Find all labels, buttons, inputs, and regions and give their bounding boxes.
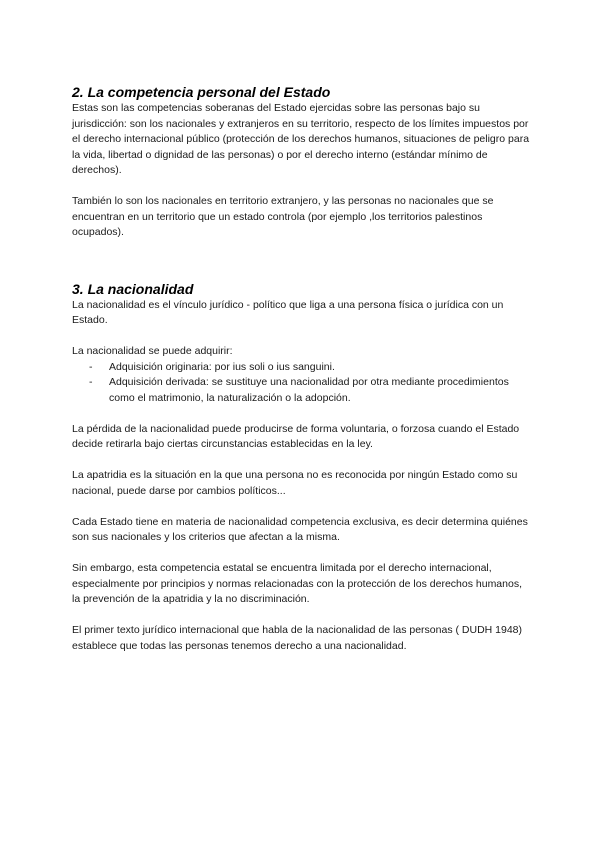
- spacer: [72, 499, 532, 515]
- section-3-paragraph-5: Cada Estado tiene en materia de nacionalidad competencia exclusiva, es decir determina quiénes son sus nacionales y los criterios que afectan a la misma.: [72, 515, 528, 543]
- list-item-text: Adquisición derivada: se sustituye una nacionalidad por otra mediante procedimientos como el matrimonio, la naturalización o la adopción.: [109, 376, 509, 404]
- dash-bullet: -: [89, 360, 93, 373]
- section-3-paragraph-4: La apatridia es la situación en la que una persona no es reconocida por ningún Estado como su nacional, puede darse por cambios políticos...: [72, 469, 518, 497]
- section-2-heading: 2. La competencia personal del Estado: [72, 84, 331, 100]
- section-2-paragraph-2: También lo son los nacionales en territorio extranjero, y las personas no nacionales que se encuentran en un territorio que un estado controla (por ejemplo ,los territorios palestinos ocupados).: [72, 195, 494, 238]
- spacer: [72, 179, 532, 195]
- section-3-paragraph-2: La nacionalidad se puede adquirir:: [72, 345, 233, 357]
- spacer: [72, 453, 532, 469]
- dash-bullet: -: [89, 376, 93, 388]
- section-3-paragraph-1: La nacionalidad es el vínculo jurídico - político que liga a una persona física o jurídica con un Estado.: [72, 298, 504, 326]
- list-item: [72, 360, 532, 376]
- spacer: [72, 546, 532, 562]
- section-2-paragraph-1: Estas son las competencias soberanas del Estado ejercidas sobre las personas bajo su jurisdicción: son los nacionales y extranjeros en su territorio, respecto de los límites impuestos por el derecho internacional público (protección de los derechos humanos, situaciones de peligro para la vida, libertad o dignidad de las personas) o por el derecho interno (estándar mínimo de derechos).: [72, 102, 530, 176]
- spacer: [72, 406, 532, 422]
- section-3-paragraph-7: El primer texto jurídico internacional que habla de la nacionalidad de las personas ( DUDH 1948) establece que todas las personas tenemos derecho a una nacionalidad.: [72, 624, 523, 652]
- list-item: [72, 375, 532, 406]
- document-page: [72, 84, 532, 654]
- section-3-paragraph-3: La pérdida de la nacionalidad puede producirse de forma voluntaria, o forzosa cuando el Estado decide retirarla bajo ciertas circunstancias establecidas en la ley.: [72, 422, 520, 450]
- section-3-paragraph-6: Sin embargo, esta competencia estatal se encuentra limitada por el derecho internacional, especialmente por principios y normas relacionadas con la protección de los derechos humanos, la prevención de la apatridia y la no discriminación.: [72, 562, 522, 605]
- list-item-text: Adquisición originaria: por ius soli o ius sanguini.: [109, 360, 335, 373]
- spacer: [72, 329, 532, 345]
- section-spacer: [72, 241, 532, 281]
- section-3-heading: 3. La nacionalidad: [72, 280, 194, 297]
- spacer: [72, 608, 532, 624]
- acquisition-list: [72, 360, 532, 407]
